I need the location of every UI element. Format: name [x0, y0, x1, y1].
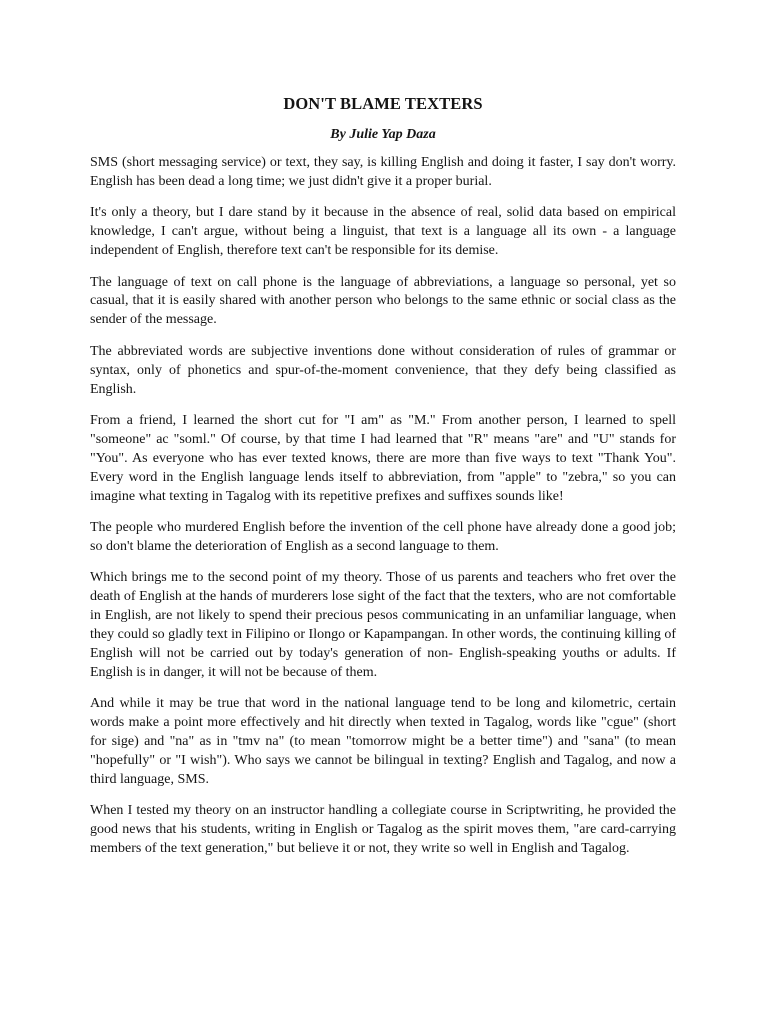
paragraph-3: The language of text on call phone is the language of abbreviations, a language so personal, yet so casual, that it is easily shared with another person who belongs to the same ethnic or social class as the sender of the message.	[90, 274, 676, 328]
author-byline: By Julie Yap Daza	[330, 127, 436, 142]
paragraph-8: And while it may be true that word in the national language tend to be long and kilometric, certain words make a point more effectively and hit directly when texted in Tagalog, words like "cgue" (short for sige) and "na" as in "tmv na" (to mean "tomorrow might be a better time") and "sana" (to mean "hopefully" or "I wish"). Who says we cannot be bilingual in texting? English and Tagalog, and now a third language, SMS.	[90, 696, 676, 787]
paragraph-4: The abbreviated words are subjective inventions done without consideration of rules of grammar or syntax, only of phonetics and spur-of-the-moment convenience, that they defy being classified as English.	[90, 343, 676, 397]
paragraph-9: When I tested my theory on an instructor handling a collegiate course in Scriptwriting, he provided the good news that his students, writing in English or Tagalog as the spirit moves them, "are card-carrying members of the text generation," but believe it or not, they write so well in English and Tagalog.	[90, 803, 676, 857]
paragraph-7: Which brings me to the second point of my theory. Those of us parents and teachers who fret over the death of English at the hands of murderers lose sight of the fact that the texters, who are not comfortable in English, are not likely to spend their precious pesos communicating in an unfamiliar language, when they could so gladly text in Filipino or Ilongo or Kapampangan. In other words, the continuing killing of English will not be carried out by today's generation of non- English-speaking youths or adults. If English is in danger, it will not be because of them.	[90, 570, 676, 680]
document-title: DON'T BLAME TEXTERS	[283, 94, 483, 113]
document-page	[90, 94, 676, 872]
paragraph-2: It's only a theory, but I dare stand by it because in the absence of real, solid data based on empirical knowledge, I can't argue, without being a linguist, that text is a language all its own - a language independent of English, therefore text can't be responsible for its demise.	[90, 205, 676, 259]
paragraph-6: The people who murdered English before the invention of the cell phone have already done a good job; so don't blame the deterioration of English as a second language to them.	[90, 520, 676, 554]
paragraph-1: SMS (short messaging service) or text, they say, is killing English and doing it faster, I say don't worry. English has been dead a long time; we just didn't give it a proper burial.	[90, 155, 676, 189]
paragraph-5: From a friend, I learned the short cut for "I am" as "M." From another person, I learned to spell "someone" ac "soml." Of course, by that time I had learned that "R" means "are" and "U" stands for "You". As everyone who has ever texted knows, there are more than five ways to text "Thank You". Every word in the English language lends itself to abbreviation, from "apple" to "zebra," so you can imagine what texting in Tagalog with its repetitive prefixes and suffixes sounds like!	[90, 412, 676, 504]
